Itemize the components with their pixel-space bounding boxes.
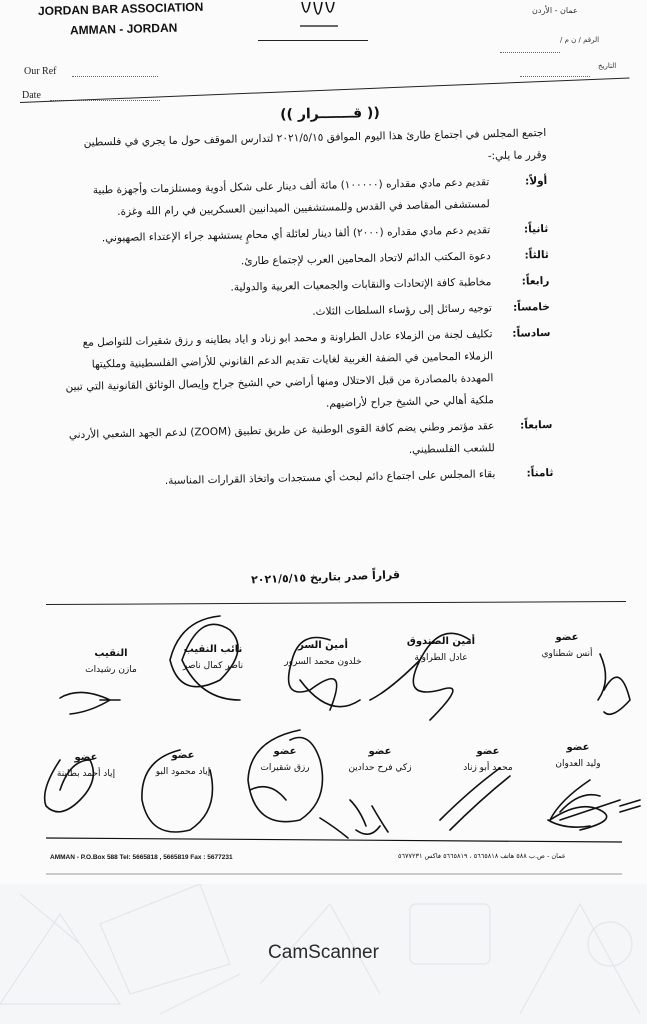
- footer-address-en: AMMAN - P.O.Box 588 Tel: 5665818 , 5665819 Fax : 5677231: [50, 854, 233, 861]
- item-label: خامساً:: [512, 300, 550, 314]
- item-text: عقد مؤتمر وطني يضم كافة القوى الوطنية عن طريق تطبيق (ZOOM) لدعم الجهد الشعبي الأردني للشعب الفلسطيني.: [68, 420, 495, 456]
- issued-date: قراراً صدر بتاريخ ٢٠٢١/٥/١٥: [250, 568, 401, 587]
- signer-block: [528, 742, 628, 769]
- org-name-en: JORDAN BAR ASSOCIATION: [37, 0, 204, 19]
- signer-role: أمين السر: [298, 640, 348, 651]
- ref-line-ar: [500, 52, 560, 53]
- signer-block: [56, 648, 166, 675]
- item-label: ثالثاً:: [524, 248, 549, 262]
- signer-name: خلدون محمد السرور: [284, 657, 362, 667]
- decision-body: [60, 122, 553, 494]
- our-ref-line: [72, 76, 158, 77]
- item-text: دعوة المكتب الدائم لاتحاد المحامين العرب لإجتماع طارئ.: [240, 250, 491, 268]
- signer-block: [240, 746, 330, 773]
- signer-name: وليد العدوان: [555, 759, 601, 769]
- signer-role: النقيب: [94, 648, 128, 659]
- decision-item: [61, 170, 548, 224]
- item-label: سابعاً:: [519, 418, 553, 432]
- signer-name: مازن رشيدات: [85, 665, 137, 675]
- decision-item: [64, 322, 552, 420]
- signer-block: [386, 636, 496, 663]
- signer-block: [330, 746, 430, 773]
- intro-paragraph: اجتمع المجلس في اجتماع طارئ هذا اليوم الموافق ٢٠٢١/٥/١٥ لتدارس الموقف حول ما يجري في فلسطين وقرر ما يلي:-: [83, 126, 547, 163]
- item-text: تكليف لجنة من الزملاء عادل الطراونة و محمد ابو زناد و اياد بطاينه و رزق شقيرات للتواصل مع الزملاء المحامين في الضفة الغربية لغايات تقديم الدعم القانوني للأراضي الفلسطينية وملكيتها المهددة بالمصادرة من قبل الاحتلال ومنها أراضي حي الشيخ جراح وإيصال الوثائق القانونية التي تبين ملكية أهالي حي الشيخ جراح لأراضيهم.: [65, 328, 494, 410]
- item-label: ثانياً:: [523, 222, 549, 236]
- document-title: (( قـــــــرار )): [280, 105, 380, 123]
- ref-label-ar: الرقم / ن م /: [560, 36, 600, 44]
- signer-role: عضو: [368, 746, 392, 757]
- scanner-app-footer: [0, 884, 647, 1024]
- camscanner-watermark: CamScanner: [268, 942, 379, 963]
- date-label: Date: [22, 90, 41, 101]
- signer-name: زكي فرح حدادين: [348, 763, 412, 773]
- signer-block: [512, 632, 622, 659]
- signer-name: إياد محمود البو: [155, 767, 211, 777]
- signer-name: عادل الطراونة: [414, 653, 468, 663]
- item-label: أولاً:: [524, 174, 548, 188]
- signer-block: [38, 752, 134, 779]
- signature-divider: [46, 601, 626, 605]
- org-city-en: AMMAN - JORDAN: [69, 20, 178, 38]
- signer-role: عضو: [476, 746, 500, 757]
- signer-role: نائب النقيب: [183, 644, 243, 655]
- signer-name: رزق شقيرات: [260, 763, 310, 773]
- signer-block: [268, 640, 378, 667]
- signer-role: عضو: [555, 632, 579, 643]
- signer-block: [158, 644, 268, 671]
- decision-item: [67, 462, 553, 494]
- header-line-center: [258, 40, 368, 41]
- signer-role: أمين الصندوق: [406, 636, 476, 647]
- item-text: تقديم دعم مادي مقداره (١٠٠٠٠٠) مائة ألف دينار على شكل أدوية ومستلزمات وأجهزة طبية لمستشفى المقاصد في القدس وللمستشفيين الميدانيين العسكريين في رام الله وغزة.: [92, 176, 490, 218]
- footer-address-ar: عمان - ص.ب ٥٨٨ هاتف ٥٦٦٥٨١٨ ، ٥٦٦٥٨١٩ فاكس ٥٦٧٧٢٣١: [398, 852, 566, 860]
- signer-block: [438, 746, 538, 773]
- signer-name: ناصر كمال ناصر: [182, 661, 244, 671]
- item-label: رابعاً:: [521, 274, 550, 288]
- item-label: ثامناً:: [526, 466, 554, 480]
- item-text: تقديم دعم مادي مقداره (٢٠٠٠) ألفا دينار لعائلة أي محامٍ يستشهد جراء الإعتداء الصهيوني.: [101, 224, 491, 245]
- signer-block: [138, 750, 228, 777]
- our-ref-label: Our Ref: [24, 66, 57, 77]
- item-text: بقاء المجلس على اجتماع دائم لبحث أي مستجدات واتخاذ القرارات المناسبة.: [164, 468, 496, 488]
- decision-item: [66, 414, 553, 468]
- bar-association-emblem: [298, 0, 344, 30]
- item-text: توجيه رسائل إلى رؤساء السلطات الثلاث.: [312, 302, 493, 318]
- signer-role: عضو: [566, 742, 590, 753]
- signer-name: محمد أبو زناد: [463, 763, 513, 773]
- date-label-ar: التاريخ: [598, 62, 617, 70]
- item-label: سادساً:: [512, 326, 551, 340]
- signer-role: عضو: [74, 752, 98, 763]
- signer-role: عضو: [171, 750, 195, 761]
- signer-name: إياد أحمد بطاينة: [56, 769, 116, 779]
- header-divider: [20, 78, 630, 103]
- date-line-ar: [520, 76, 590, 77]
- signer-name: أنس شطناوي: [541, 649, 593, 659]
- signer-role: عضو: [273, 746, 297, 757]
- org-city-ar: عمان - الأردن: [532, 6, 578, 15]
- item-text: مخاطبة كافة الإتحادات والنقابات والجمعيات العربية والدولية.: [230, 276, 492, 294]
